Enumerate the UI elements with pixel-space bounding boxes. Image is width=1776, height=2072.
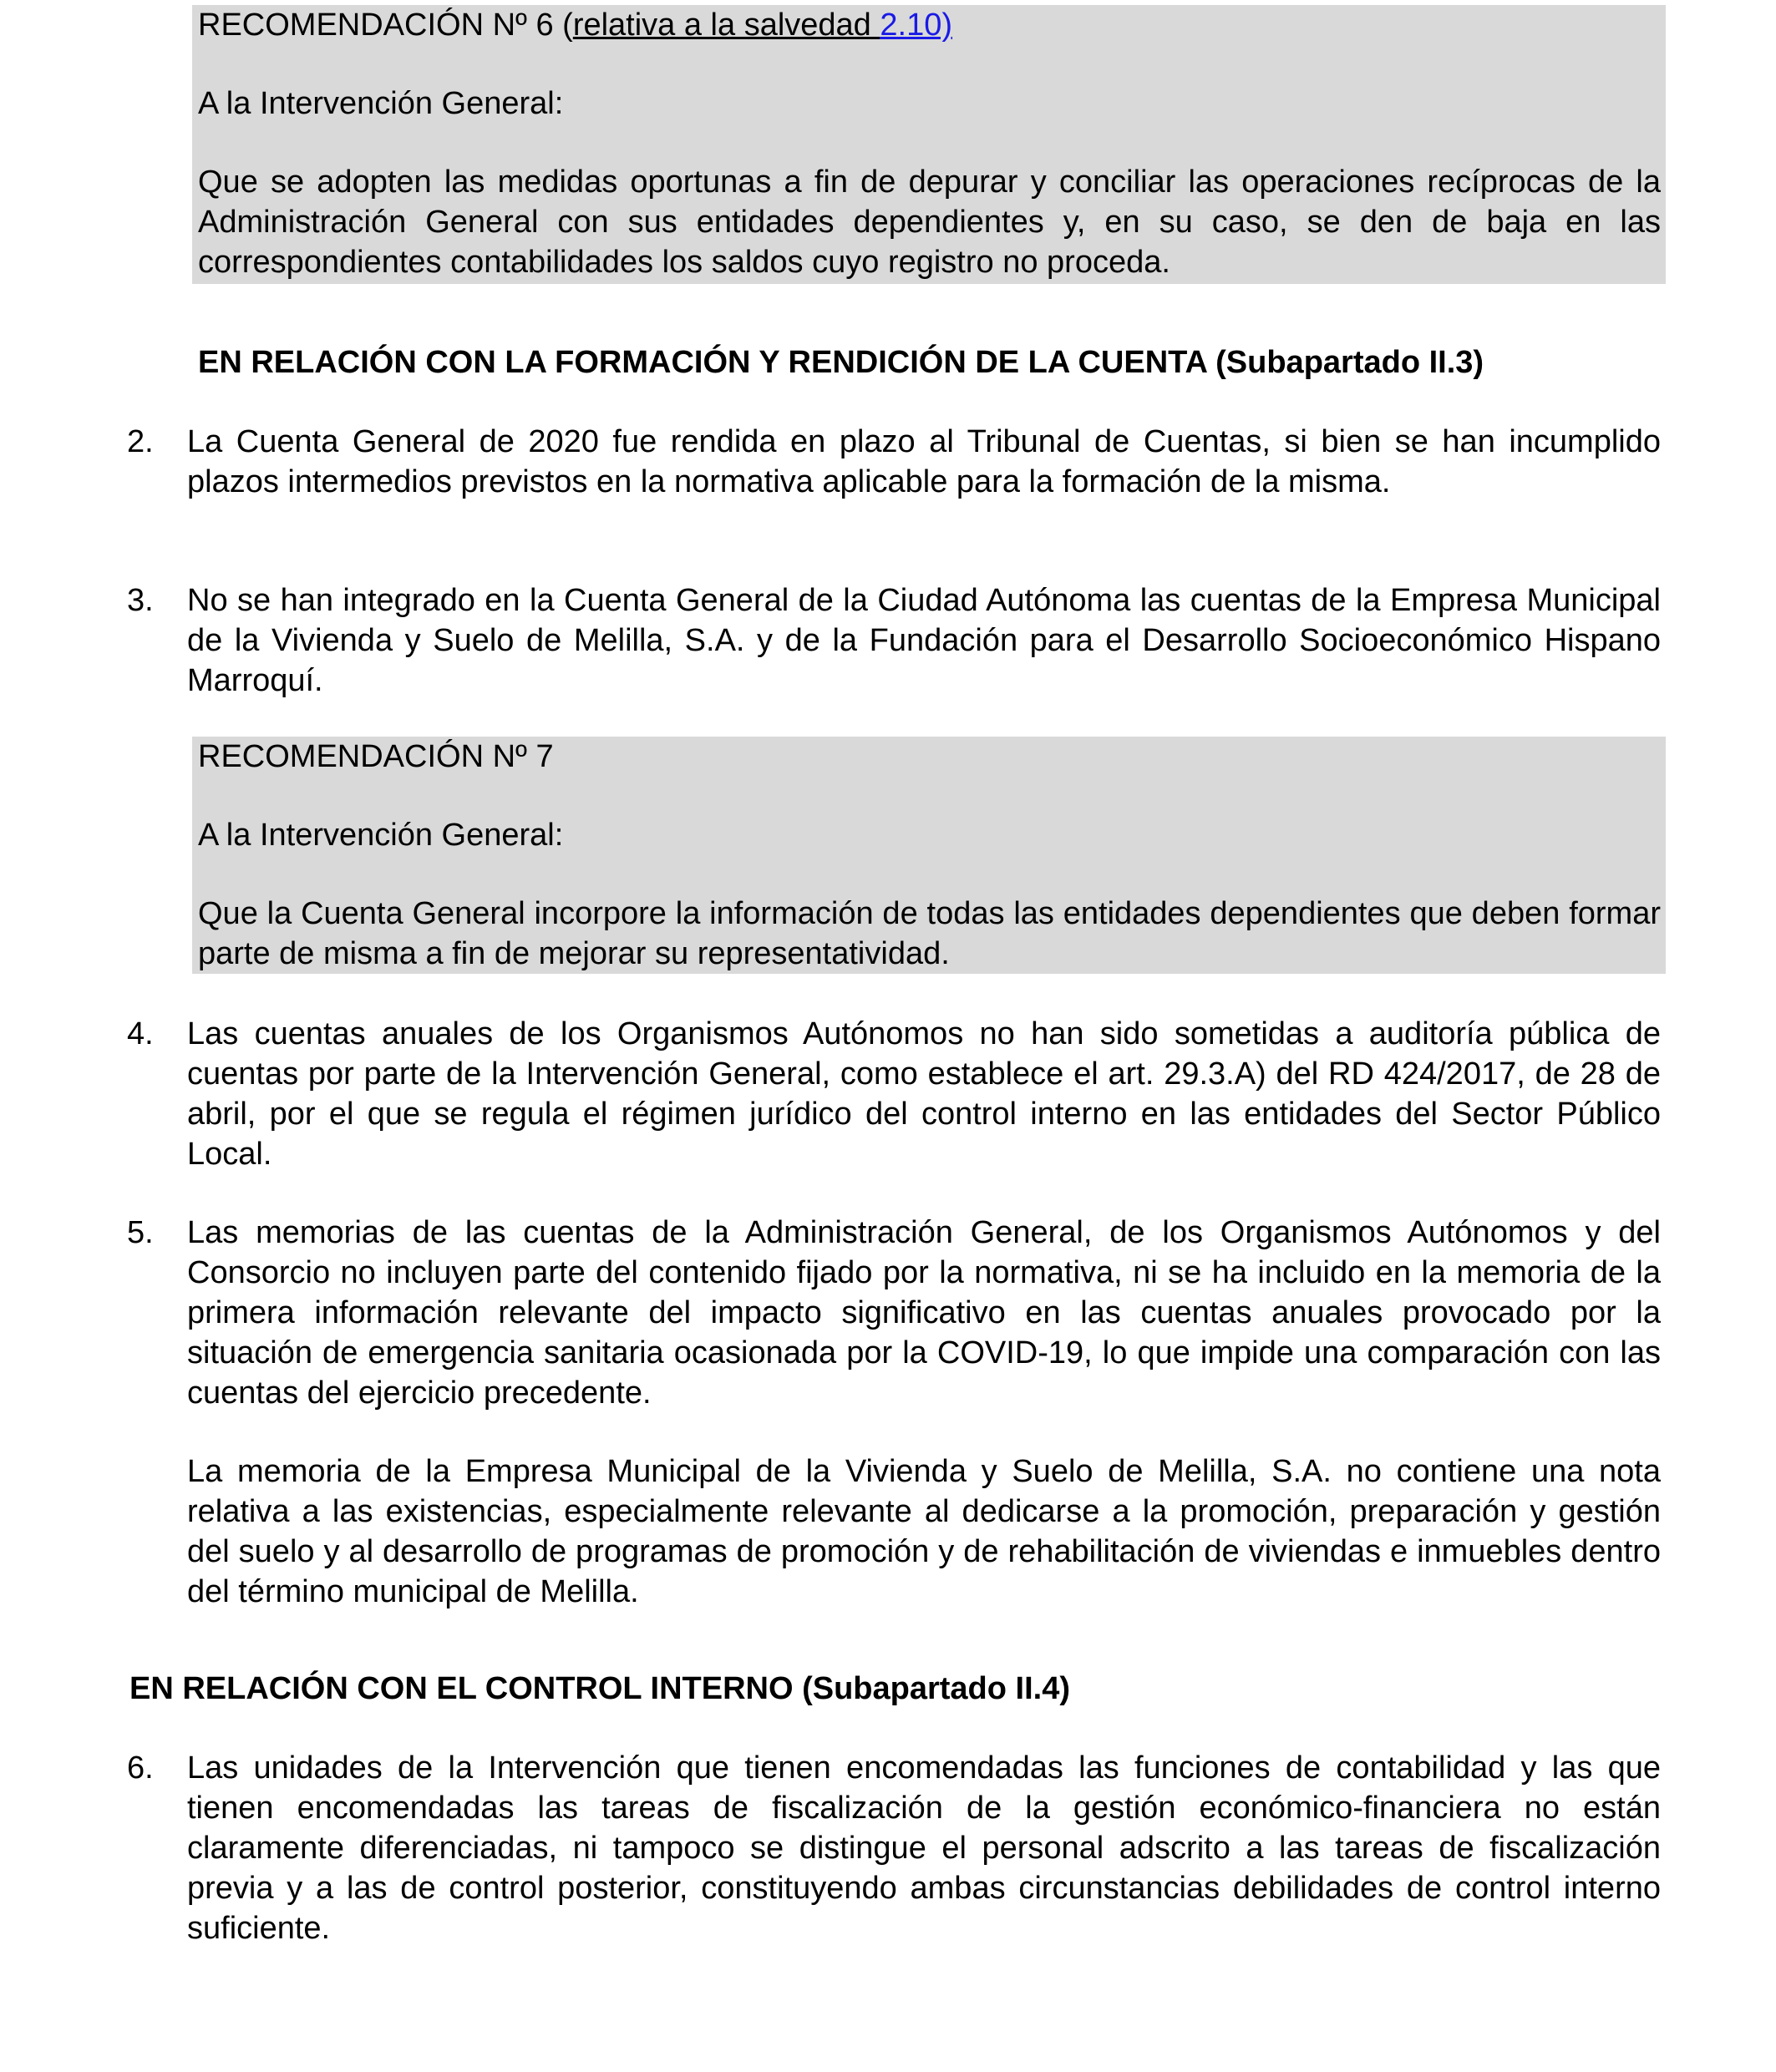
recommendation-7-addressee: A la Intervención General: [198, 818, 564, 853]
list-item-text: Las cuentas anuales de los Organismos Autónomos no han sido sometidas a auditoría pública de cuentas por parte de la Intervención General, como establece el art. 29.3.A) del RD 424/2017, de 28 de abril, por el que se regula el régimen jurídico del control interno en las entidades del Sector Público Local. [187, 1016, 1661, 1172]
list-item-3 [127, 580, 1661, 701]
section-heading-control-interno: EN RELACIÓN CON EL CONTROL INTERNO (Subapartado II.4) [129, 1671, 1070, 1706]
list-item-number: 6. [127, 1750, 154, 1786]
list-item-number: 4. [127, 1016, 154, 1051]
section-heading-formacion: EN RELACIÓN CON LA FORMACIÓN Y RENDICIÓN DE LA CUENTA (Subapartado II.3) [198, 345, 1484, 380]
list-item-5 [127, 1213, 1661, 1612]
recommendation-6-addressee: A la Intervención General: [198, 86, 564, 121]
recommendation-6-body: Que se adopten las medidas oportunas a fin de depurar y conciliar las operaciones recíprocas de la Administración General con sus entidades dependientes y, en su caso, se den de baja en las correspondientes contabilidades los saldos cuyo registro no proceda. [198, 165, 1661, 280]
list-item-6 [127, 1748, 1661, 1948]
recommendation-6-ref: relativa a la salvedad [572, 8, 880, 43]
list-item-text: Las unidades de la Intervención que tienen encomendadas las funciones de contabilidad y las que tienen encomendadas las tareas de fiscalización de la gestión económico-financiera no están claramente diferenciadas, ni tampoco se distingue el personal adscrito a las tareas de fiscalización previa y a las de control posterior, constituyendo ambas circunstancias debilidades de control interno suficiente. [187, 1750, 1661, 1946]
list-item-number: 2. [127, 424, 154, 459]
recommendation-6-box [192, 5, 1666, 284]
list-item-text-continued: La memoria de la Empresa Municipal de la Vivienda y Suelo de Melilla, S.A. no contiene una nota relativa a las existencias, especialmente relevante al dedicarse a la promoción, preparación y gestión del suelo y al desarrollo de programas de promoción y de rehabilitación de viviendas e inmuebles dentro del término municipal de Melilla. [187, 1454, 1661, 1609]
list-item-text: Las memorias de las cuentas de la Administración General, de los Organismos Autónomos y del Consorcio no incluyen parte del contenido fijado por la normativa, ni se ha incluido en la memoria de la primera información relevante del impacto significativo en las cuentas anuales provocado por la situación de emergencia sanitaria ocasionada por la COVID-19, lo que impide una comparación con las cuentas del ejercicio precedente. [187, 1215, 1661, 1411]
list-item-number: 3. [127, 583, 154, 618]
list-item-4 [127, 1014, 1661, 1174]
list-item-number: 5. [127, 1215, 154, 1250]
salvedad-link[interactable]: 2.10) [880, 8, 952, 43]
recommendation-7-title: RECOMENDACIÓN Nº 7 [198, 739, 554, 774]
list-item-2 [127, 422, 1661, 502]
recommendation-7-body: Que la Cuenta General incorpore la información de todas las entidades dependientes que deben formar parte de misma a fin de mejorar su representatividad. [198, 896, 1661, 971]
list-item-text: La Cuenta General de 2020 fue rendida en plazo al Tribunal de Cuentas, si bien se han incumplido plazos intermedios previstos en la normativa aplicable para la formación de la misma. [187, 424, 1661, 499]
list-item-text: No se han integrado en la Cuenta General de la Ciudad Autónoma las cuentas de la Empresa Municipal de la Vivienda y Suelo de Melilla, S.A. y de la Fundación para el Desarrollo Socioeconómico Hispano Marroquí. [187, 583, 1661, 698]
recommendation-7-box [192, 737, 1666, 974]
recommendation-6-title: RECOMENDACIÓN Nº 6 (relativa a la salvedad 2.10) [198, 8, 952, 43]
